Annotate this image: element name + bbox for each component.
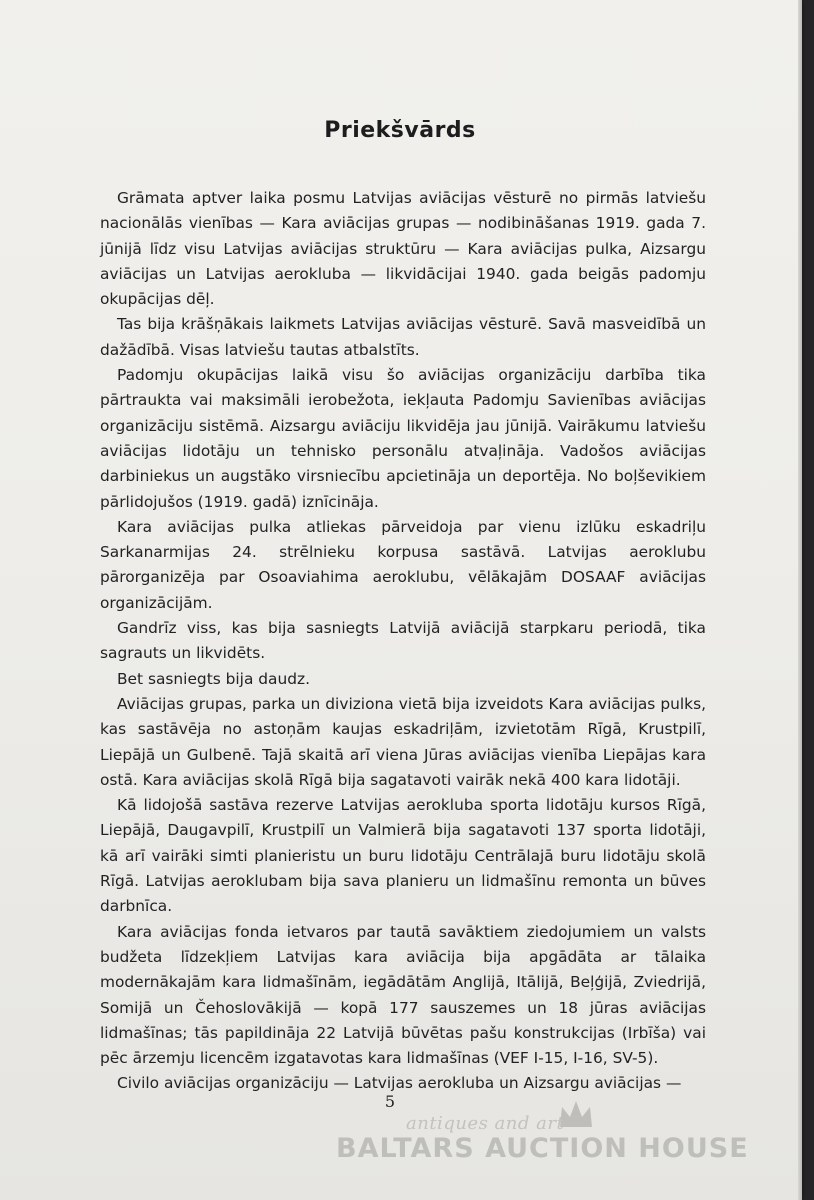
paragraph: Kā lidojošā sastāva rezerve Latvijas aerokluba sporta lidotāju kursos Rīgā, Liepājā, Daugavpilī, Krustpilī un Valmierā bija sagatavoti 137 sporta lidotāji, kā arī vairāki simti planieristu un buru lidotāju Centrālajā buru lidotāju skolā Rīgā. Latvijas aeroklubam bija sava planieru un lidmašīnu remonta un būves darbnīca. — [100, 796, 706, 916]
watermark-subtitle: antiques and art — [406, 1113, 565, 1134]
auction-watermark — [330, 1105, 750, 1175]
paragraph: Bet sasniegts bija daudz. — [117, 669, 310, 688]
page-number: 5 — [384, 1092, 396, 1111]
paragraph: Kara aviācijas pulka atliekas pārveidoja par vienu izlūku eskadriļu Sarkanarmijas 24. strēlnieku korpusa sastāvā. Latvijas aeroklubu pārorganizēja par Osoaviahima aeroklubu, vēlākajām DOSAAF aviācijas organizācijām. — [100, 517, 706, 612]
body-text — [100, 186, 706, 1097]
paragraph: Aviācijas grupas, parka un diviziona vietā bija izveidots Kara aviācijas pulks, kas sastāvēja no astoņām kaujas eskadriļām, izvietotām Rīgā, Krustpilī, Liepājā un Gulbenē. Tajā skaitā arī viena Jūras aviācijas vienība Liepājas kara ostā. Kara aviācijas skolā Rīgā bija sagatavoti vairāk nekā 400 kara lidotāji. — [100, 694, 706, 789]
paragraph: Gandrīz viss, kas bija sasniegts Latvijā aviācijā starpkaru periodā, tika sagrauts un likvidēts. — [100, 619, 706, 663]
page-title: Priekšvārds — [324, 118, 476, 143]
paragraph: Padomju okupācijas laikā visu šo aviācijas organizāciju darbība tika pārtraukta vai maksimāli ierobežota, iekļauta Padomju Savienības aviācijas organizāciju sistēmā. Aizsargu aviāciju likvidēja jau jūnijā. Vairākumu latviešu aviācijas lidotāju un tehnisko personālu atvaļināja. Vadošos aviācijas darbiniekus un augstāko virsniecību apcietināja un deportēja. No boļševikiem pārlidojušos (1919. gadā) iznīcināja. — [100, 366, 706, 511]
page-edge — [798, 0, 802, 1200]
paragraph: Grāmata aptver laika posmu Latvijas aviācijas vēsturē no pirmās latviešu nacionālās vienības — Kara aviācijas grupas — nodibināšanas 1919. gada 7. jūnijā līdz visu Latvijas aviācijas struktūru — Kara aviācijas pulka, Aizsargu aviācijas un Latvijas aerokluba — likvidācijai 1940. gada beigās padomju okupācijas dēļ. — [100, 189, 706, 309]
paragraph: Tas bija krāšņākais laikmets Latvijas aviācijas vēsturē. Savā masveidībā un dažādībā. Visas latviešu tautas atbalstīts. — [100, 315, 706, 359]
watermark-name: BALTARS AUCTION HOUSE — [336, 1133, 749, 1164]
paragraph: Civilo aviācijas organizāciju — Latvijas aerokluba un Aizsargu aviācijas — — [117, 1074, 682, 1093]
paragraph: Kara aviācijas fonda ietvaros par tautā savāktiem ziedojumiem un valsts budžeta līdzekļiem Latvijas kara aviācija bija apgādāta ar tālaika modernākajām kara lidmašīnām, iegādātām Anglijā, Itālijā, Beļģijā, Zviedrijā, Somijā un Čehoslovākijā — kopā 177 sauszemes un 18 jūras aviācijas lidmašīnas; tās papildināja 22 Latvijā būvētas pašu konstrukcijas (Irbīša) vai pēc ārzemju licencēm izgatavotas kara lidmašīnas (VEF I-15, I-16, SV-5). — [100, 922, 706, 1068]
